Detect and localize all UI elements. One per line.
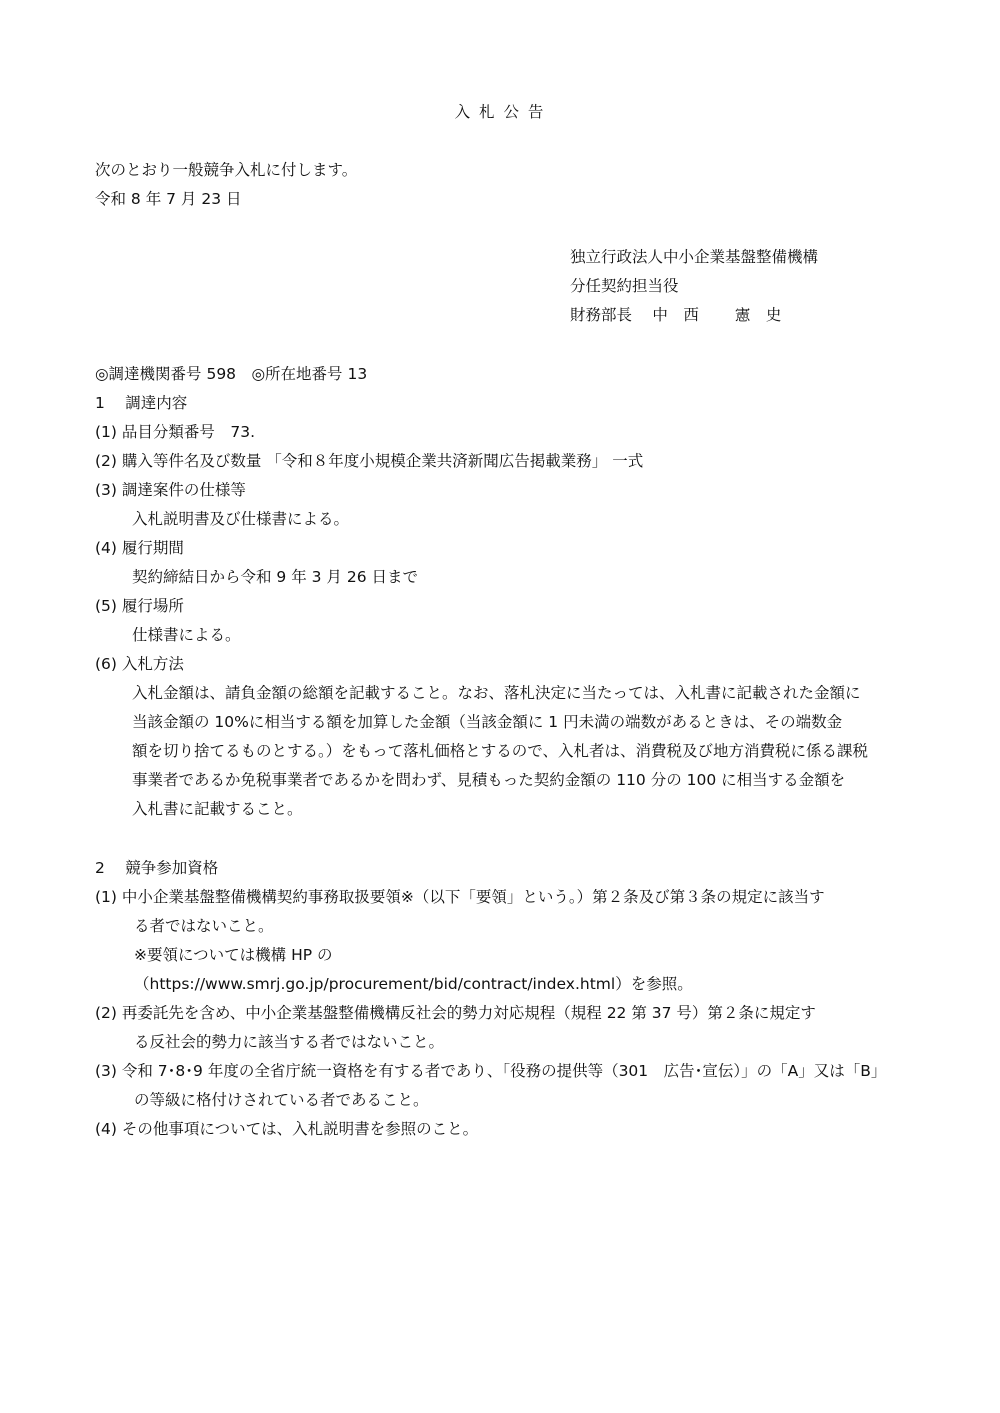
section2-item1-url: （https://www.smrj.go.jp/procurement/bid/contract/index.html）を参照。 — [134, 975, 693, 993]
section2-item1-line: る者ではないこと。 — [134, 917, 274, 935]
issuer-org: 独立行政法人中小企業基盤整備機構 — [570, 248, 819, 266]
section1-item4-body: 契約締結日から令和 9 年 3 月 26 日まで — [132, 568, 419, 586]
section2-item2-line: (2) 再委託先を含め、中小企業基盤整備機構反社会的勢力対応規程（規程 22 第 37 号）第２条に規定す — [95, 1004, 816, 1022]
section1-item6-line: 入札金額は、請負金額の総額を記載すること。なお、落札決定に当たっては、入札書に記載された金額に — [132, 684, 861, 702]
page-title: 入 札 公 告 — [454, 103, 546, 121]
procurement-codes: ◎調達機関番号 598 ◎所在地番号 13 — [95, 365, 368, 383]
section1-item3: (3) 調達案件の仕様等 — [95, 481, 246, 499]
section2-item2-line: る反社会的勢力に該当する者ではないこと。 — [134, 1033, 445, 1051]
section1-item6-line: 当該金額の 10%に相当する額を加算した金額（当該金額に 1 円未満の端数があるときは、その端数金 — [132, 713, 843, 731]
issuer-role: 分任契約担当役 — [570, 277, 679, 295]
section1-item6-line: 事業者であるか免税事業者であるかを問わず、見積もった契約金額の 110 分の 100 に相当する金額を — [132, 771, 846, 789]
section2-heading: 2 競争参加資格 — [95, 859, 219, 877]
issuer-name: 財務部長 中 西 憲 史 — [570, 306, 782, 324]
section1-item5: (5) 履行場所 — [95, 597, 184, 615]
section2-item1-line: (1) 中小企業基盤整備機構契約事務取扱要領※（以下「要領」という。）第２条及び第３条の規定に該当す — [95, 888, 825, 906]
section1-item6-line: 入札書に記載すること。 — [132, 800, 303, 818]
section1-item5-body: 仕様書による。 — [132, 626, 241, 644]
section1-item1: (1) 品目分類番号 73. — [95, 423, 256, 441]
section1-item4: (4) 履行期間 — [95, 539, 184, 557]
section1-item6-line: 額を切り捨てるものとする。）をもって落札価格とするので、入札者は、消費税及び地方消費税に係る課税 — [132, 742, 868, 760]
intro-text: 次のとおり一般競争入札に付します。 — [95, 161, 358, 179]
section2-item3-line: (3) 令和 7･8･9 年度の全省庁統一資格を有する者であり、「役務の提供等（301 広告･宣伝）」の「A」又は「B」 — [95, 1062, 887, 1080]
section1-heading: 1 調達内容 — [95, 394, 188, 412]
section2-item1-note: ※要領については機構 HP の — [134, 946, 333, 964]
section1-item3-body: 入札説明書及び仕様書による。 — [132, 510, 350, 528]
section2-item4: (4) その他事項については、入札説明書を参照のこと。 — [95, 1120, 479, 1138]
section1-item2: (2) 購入等件名及び数量 「令和８年度小規模企業共済新聞広告掲載業務」 一式 — [95, 452, 644, 470]
section2-item3-line: の等級に格付けされている者であること。 — [134, 1091, 429, 1109]
section1-item6: (6) 入札方法 — [95, 655, 184, 673]
notice-date: 令和 8 年 7 月 23 日 — [95, 190, 242, 208]
